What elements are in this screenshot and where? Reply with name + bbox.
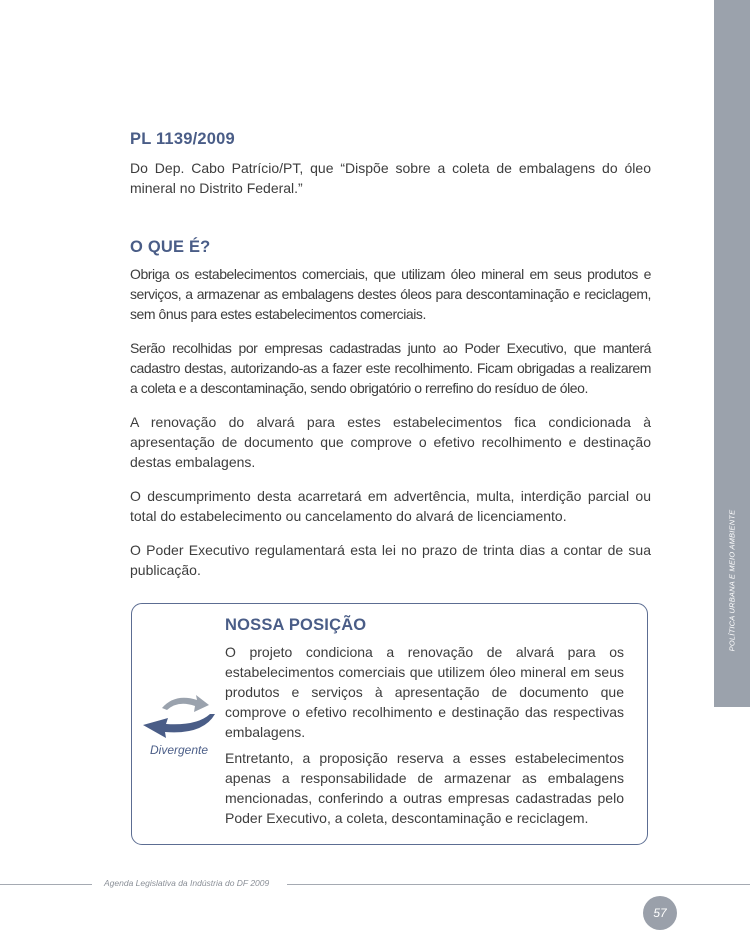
bill-description: Do Dep. Cabo Patrício/PT, que “Dispõe sobre a coleta de embalagens do óleo mineral no Distrito Federal.”: [130, 160, 651, 196]
what-is-paragraph: A renovação do alvará para estes estabelecimentos fica condicionada à apresentação de documento que comprove o efetivo recolhimento e destinação destas embalagens.: [130, 414, 651, 470]
what-is-paragraph: O Poder Executivo regulamentará esta lei no prazo de trinta dias a contar de sua publicação.: [130, 542, 651, 578]
main-content: [130, 126, 651, 580]
what-is-paragraph: Serão recolhidas por empresas cadastradas junto ao Poder Executivo, que manterá cadastro destas, autorizando-as a fazer este recolhimento. Ficam obrigadas a realizarem a coleta e a descontaminação, sendo obrigatório o rerrefino do resíduo de óleo.: [130, 340, 651, 396]
side-tab-label: POLÍTICA URBANA E MEIO AMBIENTE: [727, 509, 737, 651]
position-paragraph: Entretanto, a proposição reserva a esses estabelecimentos apenas a responsabilidade de armazenar as embalagens mencionadas, conferindo a outras empresas cadastradas pelo Poder Executivo, a coleta, descontaminação e reciclagem.: [225, 750, 624, 826]
footer-rule: [287, 884, 750, 885]
what-is-paragraph: O descumprimento desta acarretará em advertência, multa, interdição parcial ou total do estabelecimento ou cancelamento do alvará de licenciamento.: [130, 488, 651, 524]
footer-rule: [0, 884, 92, 885]
position-text: [225, 614, 624, 828]
what-is-title: O QUE É?: [130, 238, 211, 256]
bill-title: PL 1139/2009: [130, 130, 235, 148]
position-stance: Divergente: [149, 743, 209, 757]
divergent-arrows-icon: [141, 688, 221, 748]
position-paragraph: O projeto condiciona a renovação de alvará para os estabelecimentos comerciais que utilizem óleo mineral em seus produtos e serviços à apresentação de documento que comprove o efetivo recolhimento e destinação das respectivas embalagens.: [225, 644, 624, 740]
what-is-paragraph: Obriga os estabelecimentos comerciais, que utilizam óleo mineral em seus produtos e serviços, a armazenar as embalagens destes óleos para descontaminação e reciclagem, sem ônus para estes estabelecimentos comerciais.: [130, 266, 651, 322]
position-title: NOSSA POSIÇÃO: [225, 616, 367, 634]
page-number: 57: [643, 896, 677, 930]
footer-publication: Agenda Legislativa da Indústria do DF 2009: [104, 878, 270, 888]
